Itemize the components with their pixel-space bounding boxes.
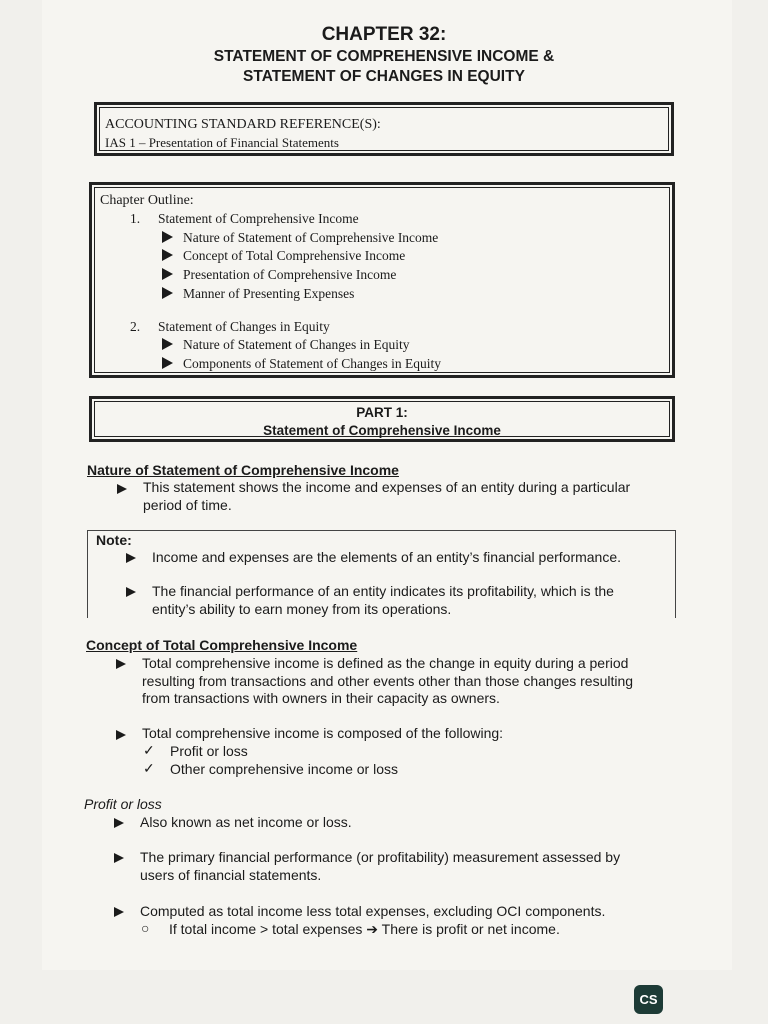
outline-section-number: 2.: [130, 319, 141, 334]
chapter-outline-box: [89, 182, 675, 378]
part-heading-box: [89, 396, 675, 442]
standard-reference-box: [94, 102, 674, 156]
outline-item: Nature of Statement of Comprehensive Income: [162, 230, 438, 246]
nature-heading: Nature of Statement of Comprehensive Income: [87, 462, 399, 478]
outline-section-title: Statement of Changes in Equity: [158, 319, 330, 334]
part-title: Statement of Comprehensive Income: [263, 423, 501, 438]
profit-bullet-2-line-1: The primary financial performance (or profitability) measurement assessed by: [140, 849, 621, 865]
triangle-bullet-icon: [117, 484, 127, 494]
triangle-bullet-icon: [162, 249, 173, 261]
chapter-number: CHAPTER 32:: [321, 24, 447, 45]
triangle-bullet-icon: [126, 587, 136, 597]
triangle-bullet-icon: [162, 287, 173, 299]
triangle-bullet-icon: [114, 907, 124, 917]
nature-bullet-line-2: period of time.: [143, 497, 232, 513]
outline-item: Components of Statement of Changes in Equity: [162, 356, 441, 372]
concept-bullet-1-line-2: resulting from transactions and other events other than those changes resulting: [142, 673, 634, 689]
profit-bullet-2-line-2: users of financial statements.: [140, 867, 322, 883]
outline-item: Concept of Total Comprehensive Income: [162, 248, 405, 264]
outline-item: Presentation of Comprehensive Income: [162, 267, 396, 283]
triangle-bullet-icon: [126, 553, 136, 563]
profit-heading: Profit or loss: [84, 796, 162, 812]
part-label: PART 1:: [356, 405, 408, 420]
triangle-bullet-icon: [116, 659, 126, 669]
note-bullet-2-line-1: The financial performance of an entity indicates its profitability, which is the: [152, 583, 614, 599]
check-icon: ✓: [143, 742, 155, 758]
check-icon: ✓: [143, 760, 155, 776]
composition-item: Other comprehensive income or loss: [170, 761, 398, 777]
outline-section-title: Statement of Comprehensive Income: [158, 211, 359, 226]
triangle-bullet-icon: [162, 268, 173, 280]
chapter-title-line-1: STATEMENT OF COMPREHENSIVE INCOME &: [213, 48, 555, 65]
nature-bullet-line-1: This statement shows the income and expenses of an entity during a particular: [143, 479, 631, 495]
triangle-bullet-icon: [114, 853, 124, 863]
outline-item: Nature of Statement of Changes in Equity: [162, 337, 409, 353]
triangle-bullet-icon: [114, 818, 124, 828]
triangle-bullet-icon: [162, 231, 173, 243]
note-bullet-2-line-2: entity’s ability to earn money from its operations.: [152, 601, 452, 617]
note-label: Note:: [96, 532, 132, 548]
profit-bullet-3: Computed as total income less total expenses, excluding OCI components.: [140, 903, 606, 919]
camscanner-logo: CS: [634, 985, 663, 1014]
profit-sub-bullet: If total income > total expenses ➔ There is profit or net income.: [169, 921, 560, 937]
chapter-title-line-2: STATEMENT OF CHANGES IN EQUITY: [243, 68, 525, 85]
concept-heading: Concept of Total Comprehensive Income: [86, 637, 358, 653]
concept-bullet-1-line-1: Total comprehensive income is defined as the change in equity during a period: [142, 655, 629, 671]
circle-bullet-icon: ○: [141, 920, 150, 936]
triangle-bullet-icon: [116, 730, 126, 740]
outline-item: Manner of Presenting Expenses: [162, 286, 354, 302]
composition-item: Profit or loss: [170, 743, 248, 759]
reference-heading: ACCOUNTING STANDARD REFERENCE(S):: [105, 117, 381, 132]
triangle-bullet-icon: [162, 338, 173, 350]
triangle-bullet-icon: [162, 357, 173, 369]
outline-heading: Chapter Outline:: [100, 193, 194, 208]
profit-bullet-1: Also known as net income or loss.: [140, 814, 352, 830]
outline-section-number: 1.: [130, 211, 141, 226]
note-bullet-1: Income and expenses are the elements of an entity’s financial performance.: [152, 549, 622, 565]
concept-bullet-2: Total comprehensive income is composed of the following:: [142, 725, 504, 741]
reference-item: IAS 1 – Presentation of Financial Statements: [105, 135, 339, 150]
concept-bullet-1-line-3: from transactions with owners in their capacity as owners.: [142, 690, 500, 706]
